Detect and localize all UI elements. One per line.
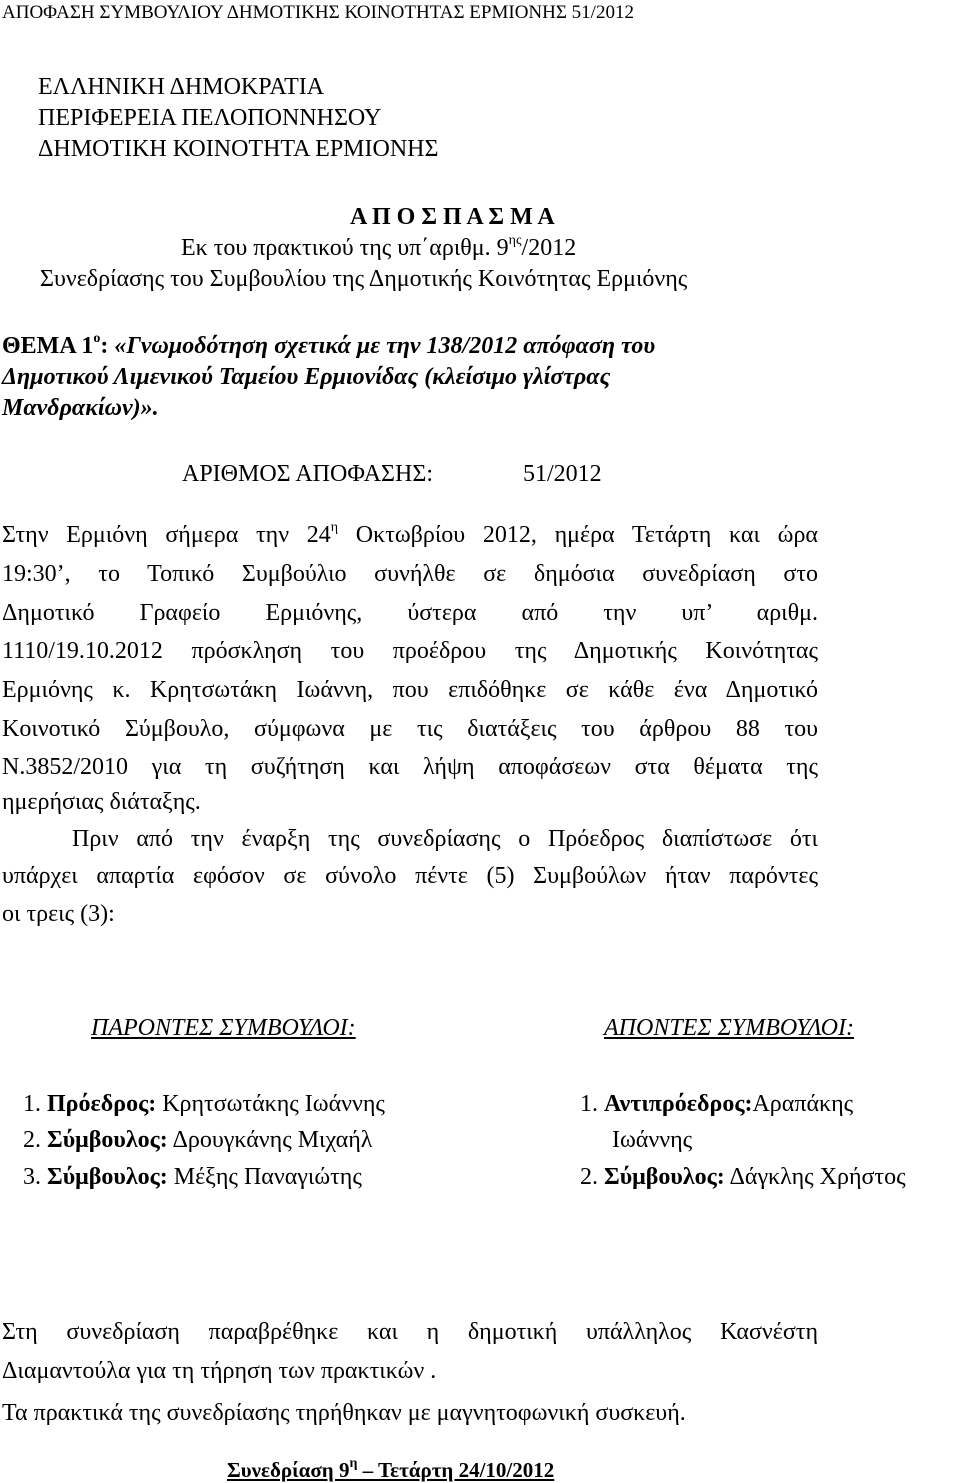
absent-heading: ΑΠΟΝΤΕΣ ΣΥΜΒΟΥΛΟΙ: (604, 1015, 854, 1041)
footer-session: Συνεδρίαση $9^\eta$ – Τετάρτη 24/10/2012 (227, 1456, 555, 1482)
quorum-line-1: Πριν από την έναρξη της συνεδρίασης ο Πρόεδρος διαπίστωσε ότι (72, 826, 818, 852)
issuer-line-1: ΕΛΛΗΝΙΚΗ ΔΗΜΟΚΡΑΤΙΑ (38, 74, 325, 100)
body-line-4: 1110/19.10.2012 πρόσκληση του προέδρου της Δημοτικής Κοινότητας (2, 638, 818, 664)
body-line-2: 19:30’, το Τοπικό Συμβούλιο συνήλθε σε δημόσια συνεδρίαση στο (2, 561, 818, 587)
present-member-1: 1. Πρόεδρος: Κρητσωτάκης Ιωάννης (23, 1091, 385, 1117)
subject-line-3: Μανδρακίων)». (2, 395, 159, 421)
absent-member-1-cont: Ιωάννης (612, 1127, 693, 1153)
present-heading: ΠΑΡΟΝΤΕΣ ΣΥΜΒΟΥΛΟΙ: (91, 1015, 356, 1041)
document-title: Α Π Ο Σ Π Α Σ Μ Α (350, 204, 555, 230)
absent-member-1: 1. Αντιπρόεδρος:Αραπάκης (580, 1091, 854, 1117)
present-member-2: 2. Σύμβουλος: Δρουγκάνης Μιχαήλ (23, 1127, 373, 1153)
body-line-6: Κοινοτικό Σύμβουλο, σύμφωνα με τις διατάξεις του άρθρου 88 του (2, 716, 818, 742)
subject-line-1: ΘΕΜΑ $1^o$: «Γνωμοδότηση σχετικά με την 138/2012 απόφαση του (2, 331, 656, 359)
quorum-line-3: οι τρεις (3): (2, 901, 115, 927)
body-line-5: Ερμιόνης κ. Κρητσωτάκη Ιωάννη, που επιδόθηκε σε κάθε ένα Δημοτικό (2, 677, 818, 703)
body-line-8: ημερήσιας διάταξης. (2, 789, 201, 815)
clerk-line-1: Στη συνεδρίαση παραβρέθηκε και η δημοτική υπάλληλος Κασνέστη (2, 1319, 818, 1345)
quorum-line-2: υπάρχει απαρτία εφόσον σε σύνολο πέντε (5) Συμβούλων ήταν παρόντες (2, 863, 818, 889)
extract-line: Εκ του πρακτικού της υπ΄αριθμ. $9^{\eta\varsigma}/2012$ (181, 233, 577, 261)
decision-number-value: 51/2012 (523, 461, 602, 487)
body-line-3: Δημοτικό Γραφείο Ερμιόνης, ύστερα από την υπ’ αριθμ. (2, 600, 818, 626)
present-member-3: 3. Σύμβουλος: Μέξης Παναγιώτης (23, 1164, 362, 1190)
session-line: Συνεδρίασης του Συμβουλίου της Δημοτικής Κοινότητας Ερμιόνης (40, 266, 688, 292)
decision-number-label: ΑΡΙΘΜΟΣ ΑΠΟΦΑΣΗΣ: (182, 461, 433, 487)
body-line-7: Ν.3852/2010 για τη συζήτηση και λήψη αποφάσεων στα θέματα της (2, 754, 818, 780)
body-line-1: Στην Ερμιόνη σήμερα την $24^\eta$ Οκτωβρίου 2012, ημέρα Τετάρτη και ώρα (2, 520, 819, 548)
running-header: ΑΠΟΦΑΣΗ ΣΥΜΒΟΥΛΙΟΥ ΔΗΜΟΤΙΚΗΣ ΚΟΙΝΟΤΗΤΑΣ ΕΡΜΙΟΝΗΣ 51/2012 (2, 2, 634, 23)
absent-member-2: 2. Σύμβουλος: Δάγκλης Χρήστος (580, 1164, 906, 1190)
issuer-line-3: ΔΗΜΟΤΙΚΗ ΚΟΙΝΟΤΗΤΑ ΕΡΜΙΟΝΗΣ (38, 136, 439, 162)
recording-line: Τα πρακτικά της συνεδρίασης τηρήθηκαν με μαγνητοφωνική συσκευή. (2, 1400, 686, 1426)
subject-line-2: Δημοτικού Λιμενικού Ταμείου Ερμιονίδας (κλείσιμο γλίστρας (2, 364, 611, 390)
clerk-line-2: Διαμαντούλα για τη τήρηση των πρακτικών . (2, 1358, 437, 1384)
issuer-line-2: ΠΕΡΙΦΕΡΕΙΑ ΠΕΛΟΠΟΝΝΗΣΟΥ (38, 105, 382, 131)
